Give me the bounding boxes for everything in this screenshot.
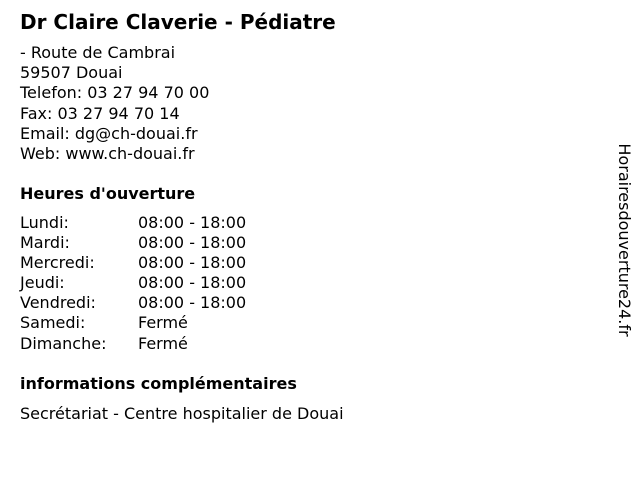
hours-heading: Heures d'ouverture bbox=[20, 184, 196, 203]
time-value: 08:00 - 18:00 bbox=[138, 253, 247, 273]
phone-line: Telefon: 03 27 94 70 00 bbox=[20, 83, 210, 103]
address-city: 59507 Douai bbox=[20, 63, 123, 83]
info-heading: informations complémentaires bbox=[20, 374, 297, 393]
info-text: Secrétariat - Centre hospitalier de Douai bbox=[20, 404, 344, 423]
time-value: 08:00 - 18:00 bbox=[138, 273, 247, 293]
time-value: Fermé bbox=[138, 333, 188, 353]
day-label: Samedi: bbox=[20, 313, 86, 333]
time-value: Fermé bbox=[138, 313, 188, 333]
day-label: Mardi: bbox=[20, 233, 70, 253]
day-label: Vendredi: bbox=[20, 293, 96, 313]
page-title: Dr Claire Claverie - Pédiatre bbox=[20, 10, 336, 34]
site-watermark: Horairesdouverture24.fr bbox=[615, 143, 634, 337]
day-label: Mercredi: bbox=[20, 253, 95, 273]
day-label: Lundi: bbox=[20, 213, 69, 232]
address-street: - Route de Cambrai bbox=[20, 43, 176, 62]
time-value: 08:00 - 18:00 bbox=[138, 293, 247, 313]
contact-block bbox=[20, 43, 209, 164]
day-label: Dimanche: bbox=[20, 333, 107, 353]
fax-line: Fax: 03 27 94 70 14 bbox=[20, 103, 180, 123]
web-line: Web: www.ch-douai.fr bbox=[20, 144, 195, 164]
email-line: Email: dg@ch-douai.fr bbox=[20, 123, 198, 143]
day-label: Jeudi: bbox=[20, 273, 65, 293]
time-value: 08:00 - 18:00 bbox=[138, 233, 247, 253]
time-value: 08:00 - 18:00 bbox=[138, 213, 247, 232]
